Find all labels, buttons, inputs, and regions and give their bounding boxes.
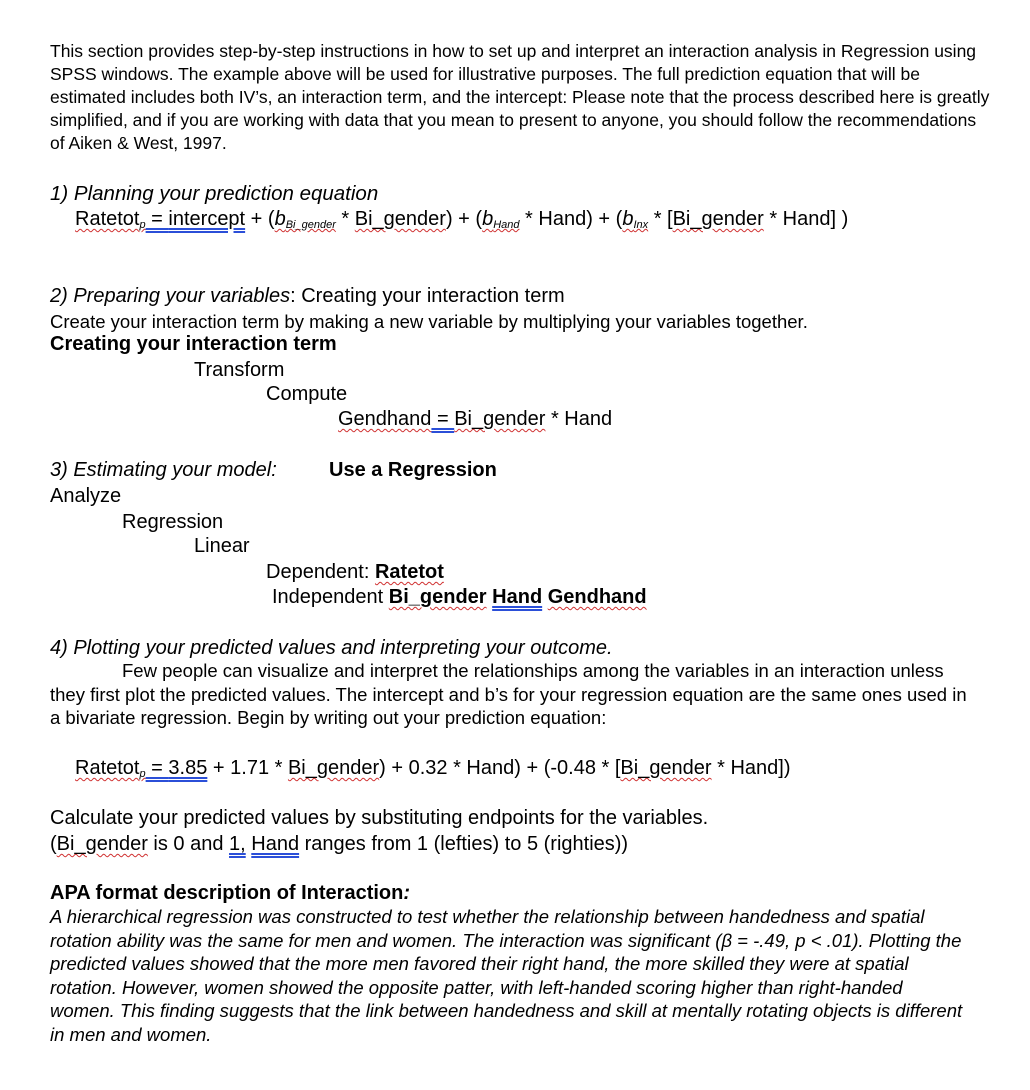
analyze-step: Analyze [50, 485, 122, 507]
section-2-description: Create your interaction term by making a new variable by multiplying your variables together. [50, 311, 808, 332]
independent-variables: Independent Bi_gender Hand Gendhand [272, 586, 647, 608]
creating-interaction-heading: Creating your interaction term [50, 333, 337, 355]
prediction-equation-numeric: Ratetot$_p$ = 3.85 + 1.71 * Bi_gender) + 0.32 * Hand) + (-0.48 * [Bi_gender * Hand]) [75, 757, 791, 780]
apa-description: A hierarchical regression was constructed to test whether the relationship between handedness and spatial rotation ability was the same for men and women. The interaction was significant (β = -.49, p < .01). Plotting the predicted values showed that the more men favored their right hand, the more skilled they were at spatial rotation. However, women showed the opposite patter, with left-handed scoring higher than right-handed women. This finding suggests that the link between handedness and skill at mentally rotating objects is different in men and women. [50, 906, 963, 1045]
section-4-heading: 4) Plotting your predicted values and interpreting your outcome. [50, 637, 613, 659]
regression-step: Regression [122, 511, 224, 533]
linear-step: Linear [194, 535, 250, 557]
bi-gender-var: Bi_gender [672, 208, 764, 230]
ratetot-term: Ratetot$_p$ [75, 208, 146, 231]
compute-formula: Gendhand = Bi_gender * Hand [338, 408, 613, 430]
compute-step: Compute [266, 383, 348, 405]
variable-ranges: (Bi_gender is 0 and 1, Hand ranges from 1 (lefties) to 5 (righties)) [50, 833, 629, 855]
apa-heading: APA format description of Interaction: [50, 882, 411, 904]
calculate-instruction: Calculate your predicted values by substituting endpoints for the variables. [50, 807, 709, 829]
b-hand-coef: $b_{Hand}$ [482, 208, 520, 231]
bi-gender-var: Bi_gender [354, 208, 446, 230]
intercept-term: = intercept [145, 208, 246, 230]
intro-paragraph: This section provides step-by-step instructions in how to set up and interpret an interaction analysis in Regression using SPSS windows. The example above will be used for illustrative purposes. The full prediction equation that will be estimated includes both IV’s, an interaction term, and the intercept: Please note that the process described here is greatly simplified, and if you are working with data that you mean to present to anyone, you should follow the recommendations of Aiken & West, 1997. [50, 41, 990, 153]
section-3-heading: 3) Estimating your model: [50, 459, 277, 481]
transform-step: Transform [194, 359, 285, 381]
section-1-heading: 1) Planning your prediction equation [50, 182, 379, 205]
section-4-paragraph: Few people can visualize and interpret the relationships among the variables in an interaction unless they first plot the predicted values. The intercept and b’s for your regression equation are the same ones used in a bivariate regression. Begin by writing out your prediction equation: [50, 660, 967, 728]
b-gender-coef: $b_{Bi\_gender}$ [274, 208, 336, 231]
use-regression-label: Use a Regression [329, 459, 497, 481]
dependent-variable: Dependent: Ratetot [266, 561, 444, 583]
b-inx-coef: $b_{Inx}$ [622, 208, 649, 231]
section-2-heading: 2) Preparing your variables: Creating your interaction term [50, 285, 565, 307]
prediction-equation-general: Ratetot$_p$ = intercept + ($b_{Bi\_gender}$ * Bi_gender) + ($b_{Hand}$ * Hand) + ($b_{Inx}$ * [Bi_gender * Hand] ) [75, 208, 849, 231]
